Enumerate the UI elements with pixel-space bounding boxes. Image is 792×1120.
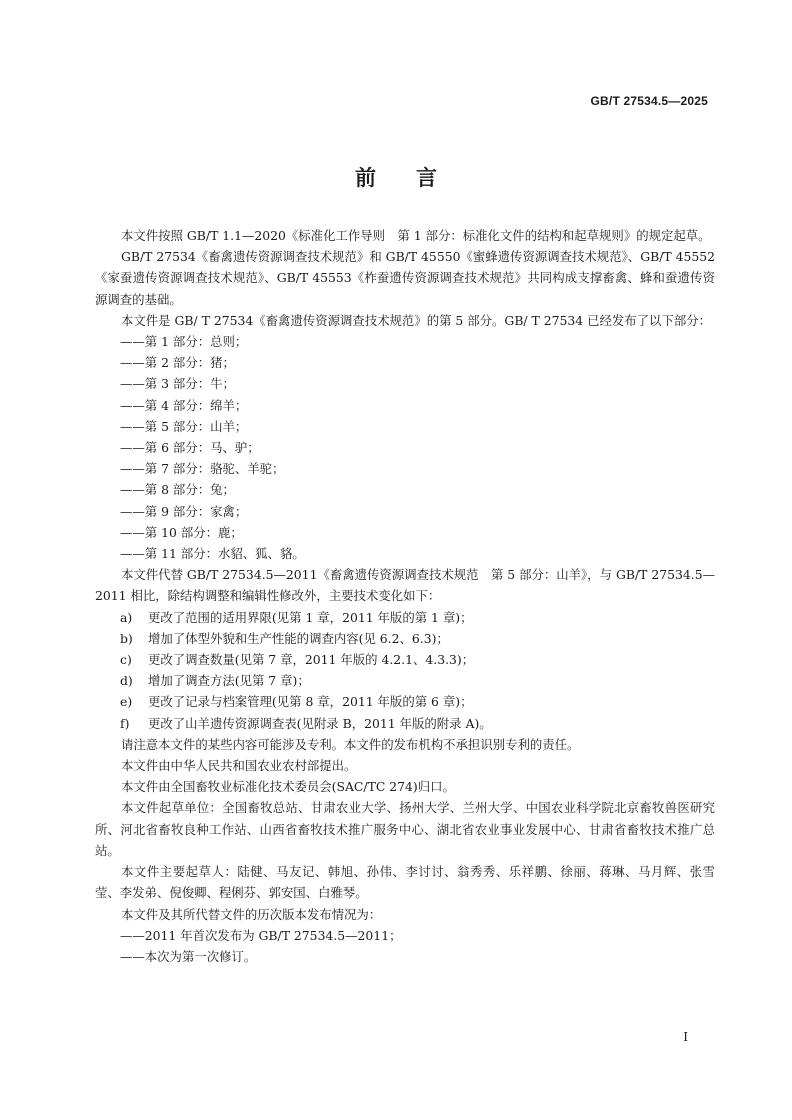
paragraph-drafters: 本文件主要起草人：陆健、马友记、韩旭、孙伟、李讨讨、翁秀秀、乐祥鹏、徐丽、蒋琳、马月辉、张雪莹、李发弟、倪俊卿、程俐芬、郭安国、白雅琴。 [95,864,715,901]
change-marker: a) [120,609,133,625]
change-marker: e) [120,694,133,710]
list-item-part: ——第 9 部分：家禽； [120,503,248,519]
list-item-part: ——第 1 部分：总则； [120,334,248,350]
page-title [0,162,792,192]
change-text: 更改了调查数量(见第 7 章，2011 年版的 4.2.1、4.3.3)； [148,652,475,668]
list-item-part: ——第 11 部分：水貂、狐、貉。 [120,546,305,562]
paragraph-history-intro: 本文件及其所代替文件的历次版本发布情况为： [121,906,382,922]
paragraph-committee: 本文件由全国畜牧业标准化技术委员会(SAC/TC 274)归口。 [121,779,455,795]
list-item-part: ——第 10 部分：鹿； [120,524,243,540]
list-item-part: ——第 2 部分：猪； [120,355,235,371]
list-item-change [95,649,715,670]
list-item-part: ——第 4 部分：绵羊； [120,397,248,413]
paragraph-series-relation: GB/T 27534《畜禽遗传资源调查技术规范》和 GB/T 45550《蜜蜂遗传资源调查技术规范》、GB/T 45552《家蚕遗传资源调查技术规范》、GB/T 45553《柞蚕遗传资源调查技术规范》共同构成支撑畜禽、蜂和蚕遗传资源调查的基础。 [95,249,715,307]
change-marker: d) [120,673,133,689]
list-item-part: ——第 3 部分：牛； [120,376,235,392]
paragraph-proposer: 本文件由中华人民共和国农业农村部提出。 [121,758,357,774]
list-item-change [95,713,715,734]
change-text: 更改了记录与档案管理(见第 8 章，2011 年版的第 6 章)； [148,694,473,710]
list-item-part: ——第 5 部分：山羊； [120,418,248,434]
change-text: 更改了范围的适用界限(见第 1 章，2011 年版的第 1 章)； [148,609,473,625]
list-item-change [95,628,715,649]
paragraph-part-intro: 本文件是 GB/ T 27534《畜禽遗传资源调查技术规范》的第 5 部分。GB/ T 27534 已经发布了以下部分： [121,312,712,328]
foreword-body [95,225,715,967]
list-item-history: ——本次为第一次修订。 [120,948,257,964]
paragraph-patent-notice: 请注意本文件的某些内容可能涉及专利。本文件的发布机构不承担识别专利的责任。 [121,736,580,752]
change-marker: f) [120,715,130,731]
change-text: 增加了体型外貌和生产性能的调查内容(见 6.2、6.3)； [148,630,449,646]
change-marker: c) [120,652,132,668]
list-item-part: ——第 7 部分：骆驼、羊驼； [120,461,285,477]
list-item-change [95,691,715,712]
page-number: I [683,1030,688,1044]
list-item-history: ——2011 年首次发布为 GB/T 27534.5—2011； [120,927,402,943]
paragraph-replacement: 本文件代替 GB/T 27534.5—2011《畜禽遗传资源调查技术规范 第 5 部分：山羊》，与 GB/T 27534.5—2011 相比，除结构调整和编辑性修改外，主要技术变化如下： [95,567,715,604]
list-item-part: ——第 6 部分：马、驴； [120,440,260,456]
paragraph-drafting-rule: 本文件按照 GB/T 1.1—2020《标准化工作导则 第 1 部分：标准化文件的结构和起草规则》的规定起草。 [121,228,711,243]
list-item-change [95,607,715,628]
change-text: 增加了调查方法(见第 7 章)； [148,673,310,689]
title-char-2: 言 [416,166,437,190]
paragraph-drafting-units: 本文件起草单位：全国畜牧总站、甘肃农业大学、扬州大学、兰州大学、中国农业科学院北京畜牧兽医研究所、河北省畜牧良种工作站、山西省畜牧技术推广服务中心、湖北省农业事业发展中心、甘肃省畜牧技术推广总站。 [95,800,715,858]
list-item-change [95,670,715,691]
list-item-part: ——第 8 部分：兔； [120,482,235,498]
change-text: 更改了山羊遗传资源调查表(见附录 B，2011 年版的附录 A)。 [148,715,492,731]
document-code: GB/T 27534.5—2025 [590,94,708,108]
change-marker: b) [120,630,133,646]
title-char-1: 前 [355,166,376,190]
